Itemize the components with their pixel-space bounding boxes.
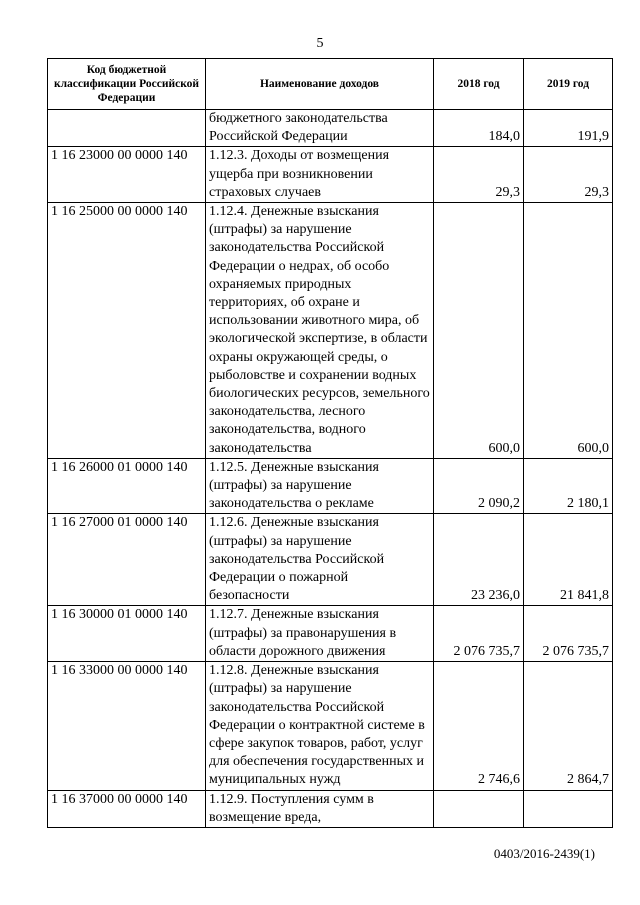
row-value-2019: 2 076 735,7: [524, 606, 613, 662]
row-value-2019: 2 180,1: [524, 458, 613, 514]
row-value-2018: 184,0: [434, 110, 524, 147]
table-row: [48, 514, 613, 606]
header-code: Код бюджетной классификации Российской Федерации: [48, 59, 206, 110]
row-name: 1.12.4. Денежные взыскания (штрафы) за нарушение законодательства Российской Федерации о недрах, об особо охраняемых природных территориях, об охране и использовании животного мира, об экологической экспертизе, в области охраны окружающей среды, о рыболовстве и сохранении водных биологических ресурсов, земельного законодательства, лесного законодательства, водного законодательства: [206, 203, 434, 459]
row-value-2018: 2 090,2: [434, 458, 524, 514]
row-code: 1 16 23000 00 0000 140: [48, 147, 206, 203]
row-code: 1 16 25000 00 0000 140: [48, 203, 206, 459]
row-name: 1.12.6. Денежные взыскания (штрафы) за нарушение законодательства Российской Федерации о пожарной безопасности: [206, 514, 434, 606]
row-value-2019: 29,3: [524, 147, 613, 203]
row-name: 1.12.3. Доходы от возмещения ущерба при возникновении страховых случаев: [206, 147, 434, 203]
row-value-2019: 21 841,8: [524, 514, 613, 606]
header-name: Наименование доходов: [206, 59, 434, 110]
header-2019: 2019 год: [524, 59, 613, 110]
table-row: [48, 458, 613, 514]
revenue-table: [47, 58, 613, 828]
table-row: [48, 790, 613, 827]
row-value-2018: 29,3: [434, 147, 524, 203]
header-2018: 2018 год: [434, 59, 524, 110]
row-name: 1.12.9. Поступления сумм в возмещение вреда,: [206, 790, 434, 827]
row-code: 1 16 27000 01 0000 140: [48, 514, 206, 606]
row-value-2018: 2 076 735,7: [434, 606, 524, 662]
table-row: [48, 662, 613, 790]
row-value-2018: 2 746,6: [434, 662, 524, 790]
row-name: 1.12.8. Денежные взыскания (штрафы) за нарушение законодательства Российской Федерации о контрактной системе в сфере закупок товаров, работ, услуг для обеспечения государственных и муниципальных нужд: [206, 662, 434, 790]
row-value-2019: 2 864,7: [524, 662, 613, 790]
row-name: 1.12.5. Денежные взыскания (штрафы) за нарушение законодательства о рекламе: [206, 458, 434, 514]
row-value-2018: 23 236,0: [434, 514, 524, 606]
table-row: [48, 110, 613, 147]
row-value-2019: 191,9: [524, 110, 613, 147]
row-name: бюджетного законодательства Российской Федерации: [206, 110, 434, 147]
table-header-row: [48, 59, 613, 110]
document-number: 0403/2016-2439(1): [493, 846, 595, 861]
row-code: 1 16 30000 01 0000 140: [48, 606, 206, 662]
row-name: 1.12.7. Денежные взыскания (штрафы) за правонарушения в области дорожного движения: [206, 606, 434, 662]
row-code: 1 16 37000 00 0000 140: [48, 790, 206, 827]
row-code: [48, 110, 206, 147]
row-code: 1 16 33000 00 0000 140: [48, 662, 206, 790]
table-row: [48, 147, 613, 203]
table-row: [48, 606, 613, 662]
table-row: [48, 203, 613, 459]
row-value-2018: [434, 790, 524, 827]
row-value-2019: [524, 790, 613, 827]
page-number: 5: [316, 36, 324, 51]
row-value-2019: 600,0: [524, 203, 613, 459]
row-value-2018: 600,0: [434, 203, 524, 459]
row-code: 1 16 26000 01 0000 140: [48, 458, 206, 514]
